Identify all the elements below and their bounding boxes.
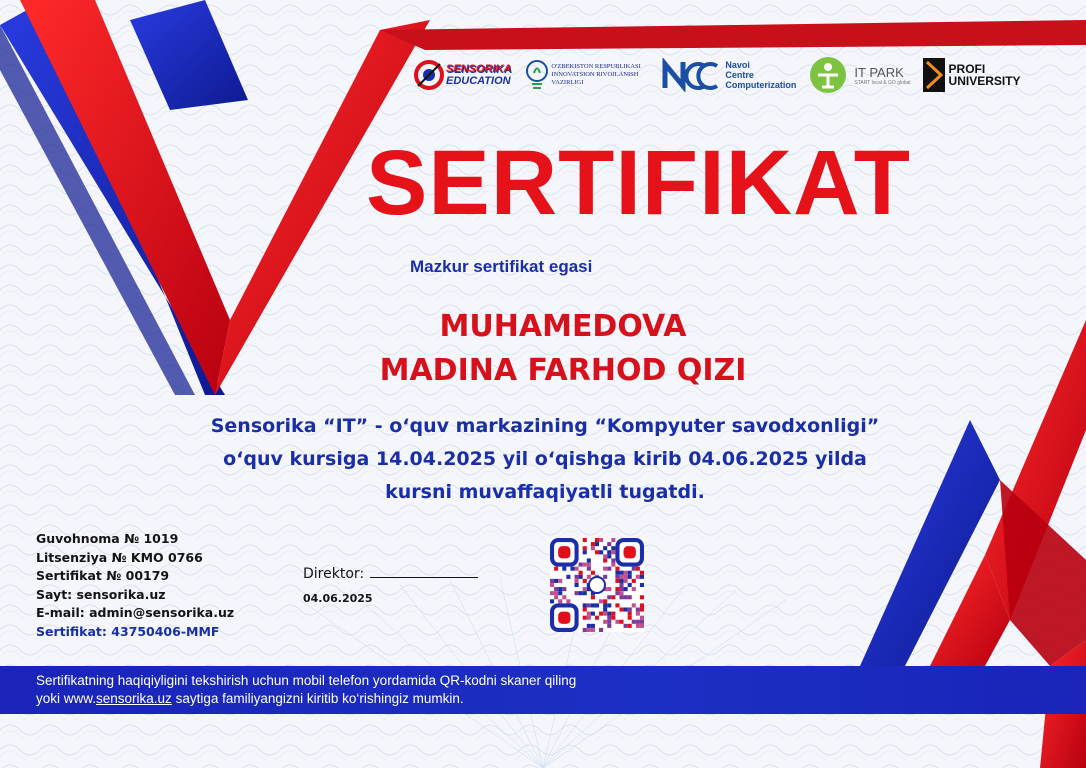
ministry-bulb-icon xyxy=(523,58,551,92)
body-line-3: kursni muvaffaqiyatli tugatdi. xyxy=(385,481,705,503)
recipient-name: MADINA FARHOD QIZI xyxy=(379,353,747,388)
itpark-line1: IT PARK xyxy=(854,64,904,80)
ministry-logo xyxy=(523,58,649,92)
certificate-body xyxy=(90,410,1000,509)
ministry-line3: VAZIRLIGI xyxy=(551,79,584,86)
body-line-1: Sensorika “IT” - o‘quv markazining “Kompyuter savodxonligi” xyxy=(210,415,880,437)
recipient-surname: MUHAMEDOVA xyxy=(439,309,687,344)
sensorika-line1: SENSORIKA xyxy=(446,63,512,75)
sertifikat-code: Sertifikat: 43750406-MMF xyxy=(36,623,220,639)
profi-logo-icon xyxy=(923,58,945,92)
certificate-info xyxy=(36,530,234,641)
sensorika-line2: EDUCATION xyxy=(446,75,511,87)
owner-label: Mazkur sertifikat egasi xyxy=(410,257,593,276)
profi-line1: PROFI xyxy=(948,62,986,76)
guvohnoma: Guvohnoma № 1019 xyxy=(36,531,179,546)
ncc-line1: Navoi xyxy=(725,60,750,70)
itpark-person-icon xyxy=(808,55,848,95)
profi-line2: UNIVERSITY xyxy=(948,74,1021,88)
verification-text xyxy=(36,672,576,708)
banner-link[interactable]: sensorika.uz xyxy=(96,691,172,706)
banner-prefix: yoki www. xyxy=(36,691,97,706)
director-signature xyxy=(303,565,478,582)
ministry-line1: O'ZBEKISTON RESPUBLIKASI xyxy=(551,63,641,70)
profi-logo xyxy=(923,58,1021,92)
ministry-line2: INNOVATSION RIVOJLANISH xyxy=(551,71,639,78)
banner-line-2 xyxy=(36,690,576,708)
partner-logos xyxy=(412,50,1033,100)
banner-suffix: saytiga familiyangizni kiritib ko‘rishingiz mumkin. xyxy=(171,691,464,706)
website: Sayt: sensorika.uz xyxy=(36,586,166,602)
ncc-line2: Centre xyxy=(725,70,754,80)
director-label: Direktor: xyxy=(303,566,365,582)
sensorika-logo xyxy=(412,58,511,92)
banner-line-1: Sertifikatning haqiqiyligini tekshirish uchun mobil telefon yordamida QR-kodni skaner qiling xyxy=(36,673,577,688)
body-line-2: o‘quv kursiga 14.04.2025 yil o‘qishga kirib 04.06.2025 yilda xyxy=(223,448,867,470)
qr-code-icon xyxy=(550,538,644,632)
ncc-logo-icon xyxy=(661,58,721,92)
sertifikat-number: Sertifikat № 00179 xyxy=(36,568,170,583)
ncc-logo xyxy=(661,58,796,92)
itpark-logo xyxy=(808,55,910,95)
signature-line xyxy=(370,565,478,578)
ncc-line3: Computerization xyxy=(725,80,797,90)
itpark-line2: START local & GO global xyxy=(854,79,911,86)
certificate-title: SERTIFIKAT xyxy=(366,132,911,234)
litsenziya: Litsenziya № KMO 0766 xyxy=(36,549,203,565)
director-date: 04.06.2025 xyxy=(303,592,373,605)
email: E-mail: admin@sensorika.uz xyxy=(36,605,235,620)
sensorika-logo-icon xyxy=(412,58,446,92)
